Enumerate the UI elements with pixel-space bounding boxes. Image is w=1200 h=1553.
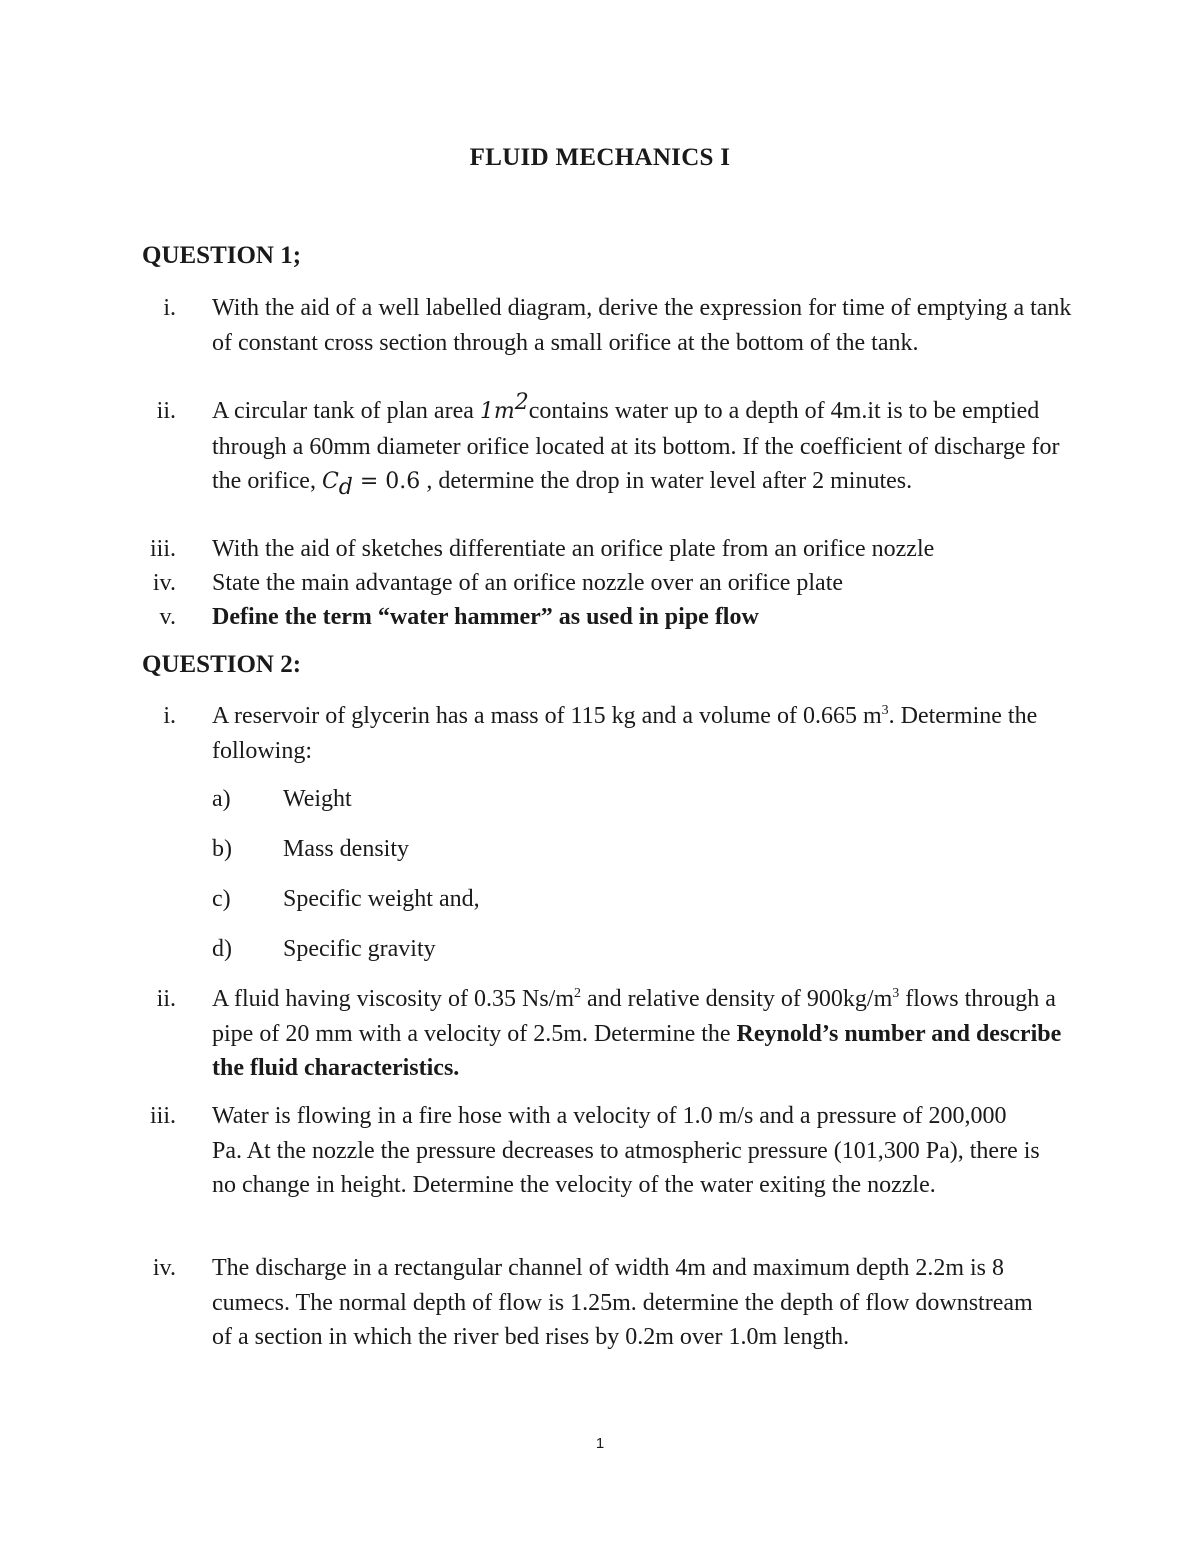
plan-area-math: 1m	[479, 399, 515, 424]
item-text: With the aid of a well labelled diagram, derive the expression for time of emptying a tank of constant cross section through a small orifice at the bottom of the tank.	[212, 295, 1072, 356]
item-text: The discharge in a rectangular channel of width 4m and maximum depth 2.2m is 8 cumecs. The normal depth of flow is 1.25m. determine the depth of flow downstream of a section in which the river bed rises by 0.2m over 1.0m length.	[212, 1255, 1033, 1350]
item-text: State the main advantage of an orifice nozzle over an orifice plate	[212, 570, 844, 596]
item-text: A reservoir of glycerin has a mass of 115 kg and a volume of 0.665 $m^3$. Determine the following:	[212, 703, 1038, 764]
item-number: v.	[159, 604, 176, 630]
subitem-label: c)	[212, 886, 231, 912]
subitem-text: Mass density	[283, 836, 409, 862]
item-text: Define the term “water hammer” as used in pipe flow	[212, 604, 759, 630]
subitem-text: Specific gravity	[283, 936, 436, 962]
document-title: FLUID MECHANICS I	[469, 144, 731, 171]
item-number: i.	[163, 295, 176, 321]
item-number: ii.	[156, 398, 176, 424]
question-1-heading: QUESTION 1;	[142, 242, 302, 269]
item-text: A fluid having viscosity of 0.35 $Ns/m^2$ and relative density of $900kg/m^3$ flows through a pipe of 20 mm with a velocity of 2.5m. Determine the Reynold’s number and describe the fluid characteristics.	[212, 986, 1062, 1081]
subitem-label: b)	[212, 836, 232, 862]
item-text: With the aid of sketches differentiate an orifice plate from an orifice nozzle	[212, 536, 935, 562]
subitem-text: Weight	[283, 786, 352, 812]
subitem-text: Specific weight and,	[283, 886, 480, 912]
item-text: A circular tank of plan area $1m^2contains$ water up to a depth of 4m.it is to be emptied through a 60mm diameter orifice located at its bottom. If the coefficient of discharge for the orifice, $C_d = 0.6$ , determine the drop in water level after 2 minutes.	[212, 390, 1060, 500]
subitem-label: a)	[212, 786, 231, 812]
item-number: i.	[163, 703, 176, 729]
item-number: ii.	[156, 986, 176, 1012]
question-2-heading: QUESTION 2:	[142, 651, 302, 678]
cd-math: C	[321, 469, 339, 494]
item-number: iv.	[152, 1255, 176, 1281]
page-number: 1	[595, 1435, 605, 1452]
item-number: iii.	[149, 1103, 176, 1129]
subitem-label: d)	[212, 936, 232, 962]
item-text: Water is flowing in a fire hose with a velocity of 1.0 m/s and a pressure of 200,000 Pa. At the nozzle the pressure decreases to atmospheric pressure (101,300 Pa), there is no change in height. Determine the velocity of the water exiting the nozzle.	[212, 1103, 1040, 1198]
item-number: iii.	[149, 536, 176, 562]
item-number: iv.	[152, 570, 176, 596]
